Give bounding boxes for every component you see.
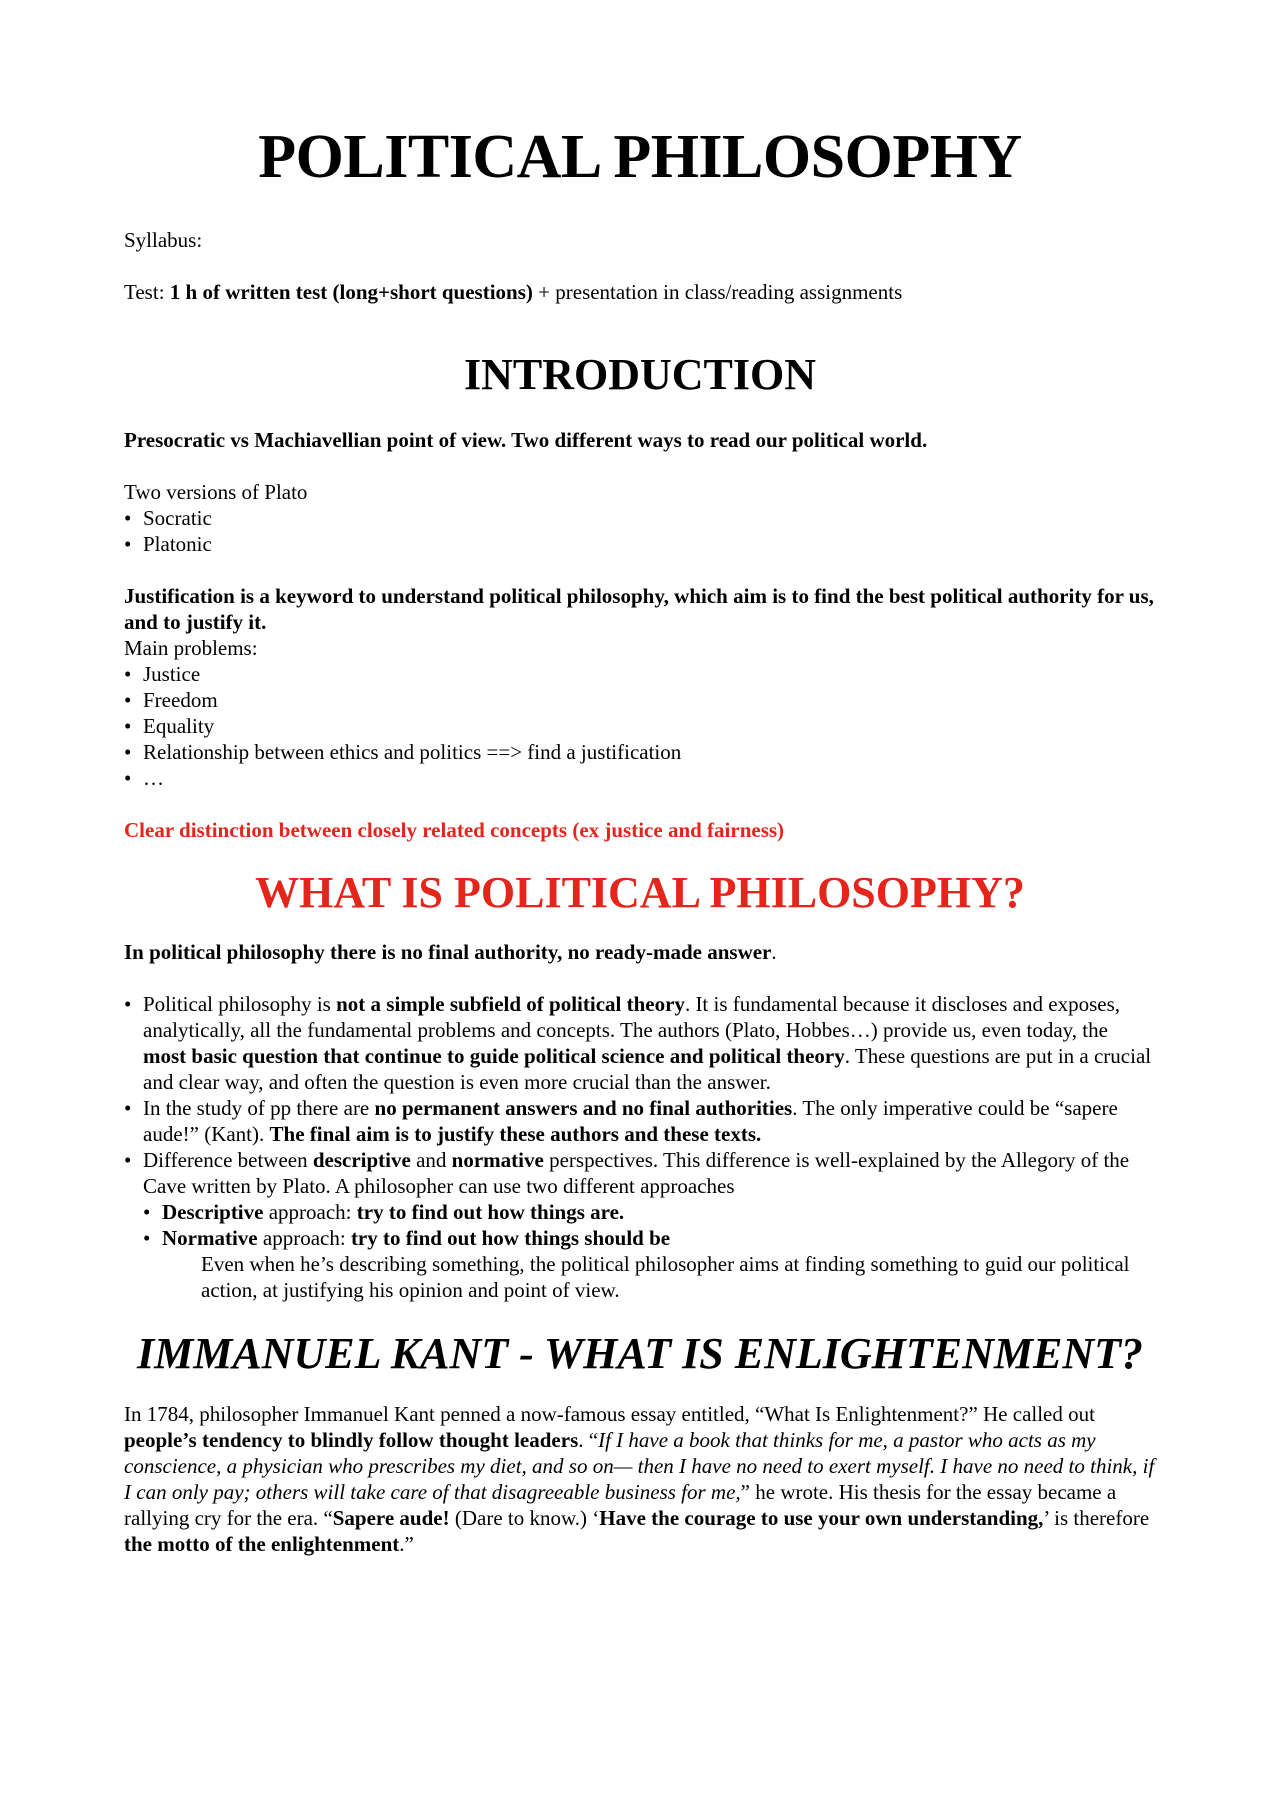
list-item <box>124 1095 1156 1147</box>
what-is-heading: WHAT IS POLITICAL PHILOSOPHY? <box>255 868 1025 917</box>
list-item: • … <box>124 765 1156 791</box>
test-rest: + presentation in class/reading assignments <box>532 280 903 304</box>
plato-intro: Two versions of Plato <box>124 480 308 504</box>
bold-span: most basic question that continue to guide political science and political theory <box>143 1044 845 1068</box>
italic-quote: If I have a book that thinks for me, a pastor who acts as my conscience, a physician who prescribes my diet, and so on— then I have no need to exert myself. I have no need to think, if I can only pay; others will take care of that disagreeable business for me, <box>124 1428 1155 1504</box>
text-span: approach: <box>257 1226 351 1250</box>
presocratic-text: Presocratic vs Machiavellian point of view. Two different ways to read our political world. <box>124 428 928 452</box>
bold-span: Sapere aude! <box>332 1506 450 1530</box>
bold-span: try to find out how things are. <box>356 1200 625 1224</box>
bold-span: descriptive <box>312 1148 411 1172</box>
bold-span: Normative <box>162 1226 258 1250</box>
text-span: approach: <box>263 1200 357 1224</box>
list-item: • Equality <box>124 713 1156 739</box>
bold-span: Have the courage to use your own understanding, <box>599 1506 1044 1530</box>
text-span: and <box>410 1148 452 1172</box>
text-span: ’ is therefore <box>1043 1506 1150 1530</box>
bold-span: normative <box>451 1148 544 1172</box>
bold-span: people’s tendency to blindly follow thought leaders <box>124 1428 579 1452</box>
justification-line <box>124 583 1156 635</box>
text-span: ” he wrote. His thesis for the essay became a rallying cry for the era. “ <box>124 1480 1117 1530</box>
bold-span: The final aim is to justify these authors and these texts. <box>269 1122 762 1146</box>
test-bold: 1 h of written test (long+short questions) <box>169 280 533 304</box>
text-span: In 1784, philosopher Immanuel Kant penned a now-famous essay entitled, “What Is Enlightenment?” He called out <box>124 1402 1095 1426</box>
main-problems-list <box>124 661 1156 791</box>
text-span: In the study of pp there are <box>143 1096 375 1120</box>
list-item <box>124 1147 1156 1199</box>
text-span: . These questions are put in a crucial and clear way, and often the question is even more crucial than the answer. <box>143 1044 1152 1094</box>
text-span: . It is fundamental because it discloses and exposes, analytically, all the fundamental problems and concepts. The authors (Plato, Hobbes…) provide us, even today, the <box>143 992 1120 1042</box>
clear-distinction-line <box>124 817 1156 843</box>
bold-span: Descriptive <box>162 1200 264 1224</box>
test-line <box>124 279 1156 305</box>
text-span: . “ <box>578 1428 599 1452</box>
approaches-list <box>124 1199 1156 1251</box>
kant-heading: IMMANUEL KANT - WHAT IS ENLIGHTENMENT? <box>136 1329 1144 1378</box>
no-final-authority-line <box>124 939 1156 965</box>
bold-span: try to find out how things should be <box>350 1226 671 1250</box>
indented-note: Even when he’s describing something, the political philosopher aims at finding something to guid our political action, at justifying his opinion and point of view. <box>201 1252 1130 1302</box>
text-span: Political philosophy is <box>143 992 337 1016</box>
clear-distinction-text: Clear distinction between closely related concepts (ex justice and fairness) <box>124 818 785 842</box>
text-span: (Dare to know.) ‘ <box>449 1506 600 1530</box>
list-item: • Justice <box>124 661 1156 687</box>
text-span: . The only imperative could be “sapere aude!” (Kant). <box>143 1096 1118 1146</box>
page-title: POLITICAL PHILOSOPHY <box>258 123 1022 191</box>
what-is-list <box>124 991 1156 1199</box>
text-span: .” <box>399 1532 414 1556</box>
list-item <box>124 991 1156 1095</box>
list-item: • Relationship between ethics and politics ==> find a justification <box>124 739 1156 765</box>
no-final-bold: In political philosophy there is no final authority, no ready-made answer <box>124 940 772 964</box>
test-label: Test: <box>124 280 170 304</box>
plato-versions-list <box>124 505 1156 557</box>
text-span: perspectives. This difference is well-explained by the Allegory of the Cave written by Plato. A philosopher can use two different approaches <box>143 1148 1130 1198</box>
bold-span: the motto of the enlightenment <box>124 1532 400 1556</box>
text-span: Difference between <box>143 1148 313 1172</box>
kant-paragraph <box>124 1401 1156 1557</box>
list-item: • Platonic <box>124 531 1156 557</box>
bold-span: no permanent answers and no final authorities <box>374 1096 793 1120</box>
introduction-heading: INTRODUCTION <box>463 350 817 399</box>
list-item: • Freedom <box>124 687 1156 713</box>
list-item: • Socratic <box>124 505 1156 531</box>
no-final-end: . <box>771 940 777 964</box>
list-item <box>143 1199 1156 1225</box>
syllabus-label: Syllabus: <box>124 228 203 252</box>
justification-text: Justification is a keyword to understand political philosophy, which aim is to find the best political authority for us, and to justify it. <box>124 584 1154 634</box>
main-problems-label: Main problems: <box>124 636 258 660</box>
presocratic-line <box>124 427 1156 453</box>
bold-span: not a simple subfield of political theory <box>336 992 685 1016</box>
list-item <box>143 1225 1156 1251</box>
